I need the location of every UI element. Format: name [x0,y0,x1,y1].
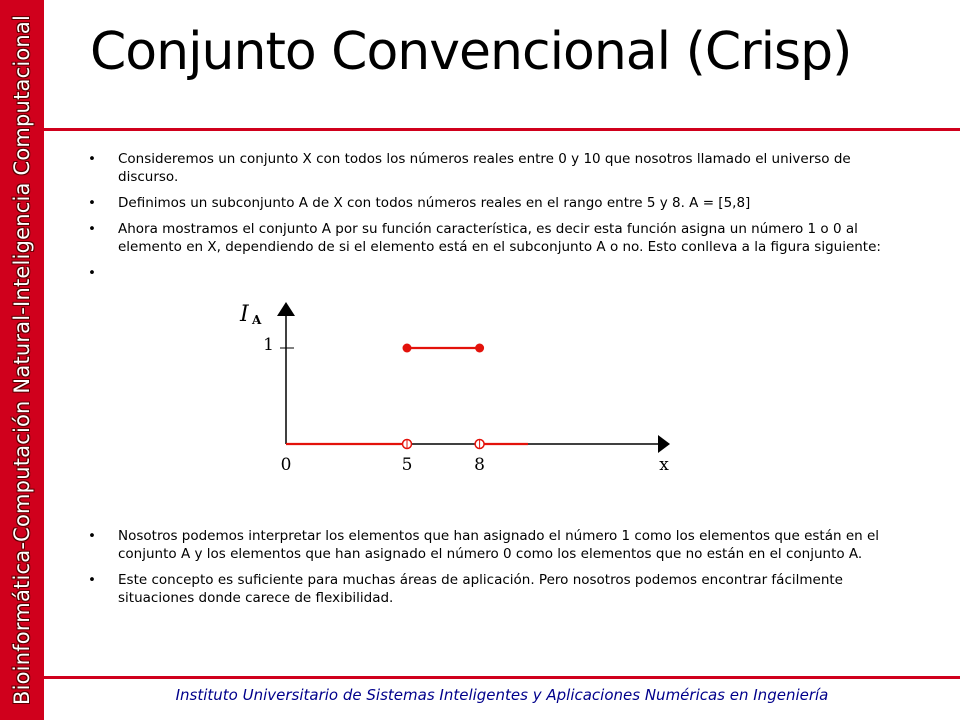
bullet-item: • Consideremos un conjunto X con todos los números reales entre 0 y 10 que nosotros llamado el universo de discurso. [86,150,886,186]
bullet-item: • Nosotros podemos interpretar los elementos que han asignado el número 1 como los elementos que están en el conjunto A y los elementos que han asignado el número 0 como los elementos que no están en el conjunto A. [86,527,886,563]
bullet-list-top [86,150,886,264]
x-tick-label: 5 [401,455,413,475]
slide-title: Conjunto Convencional (Crisp) [90,22,852,82]
closed-point [475,344,484,353]
x-axis-arrow [658,435,670,453]
title-divider [44,128,960,131]
x-tick-label: 0 [280,455,292,475]
y-axis-label-subscript: A [252,313,262,327]
closed-point [403,344,412,353]
bullet-list-bottom [86,527,886,615]
y-axis-label: I [240,302,249,327]
bullet-item: • Definimos un subconjunto A de X con todos números reales en el rango entre 5 y 8. A = [5,8] [86,194,886,212]
x-axis-label: x [659,455,669,475]
sidebar-banner [0,0,44,720]
x-tick-label: 8 [474,455,486,475]
footer-divider [44,676,960,679]
y-axis-arrow [277,302,295,316]
bullet-item: • Ahora mostramos el conjunto A por su función característica, es decir esta función asigna un número 1 o 0 al elemento en X, dependiendo de si el elemento está en el subconjunto A o no. Esto conlleva a la figura siguiente: [86,220,886,256]
sidebar-title: Bioinformática-Computación Natural-Inteligencia Computacional [10,14,34,706]
y-tick-label: 1 [263,335,274,355]
characteristic-function-chart [230,296,700,486]
footer-institution: Instituto Universitario de Sistemas Inteligentes y Aplicaciones Numéricas en Ingeniería [175,686,829,704]
bullet-item: • Este concepto es suficiente para muchas áreas de aplicación. Pero nosotros podemos encontrar fácilmente situaciones donde carece de flexibilidad. [86,571,886,607]
